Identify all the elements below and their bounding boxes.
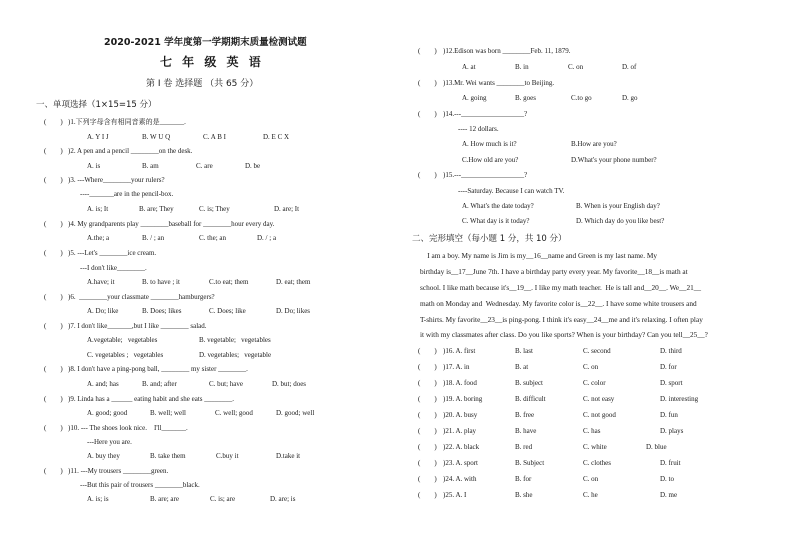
question-subline: ---I don't like________. — [80, 264, 147, 272]
question-stem: )3. ---Where________your rulers? — [68, 176, 165, 184]
question-stem: )14.---__________________? — [443, 110, 528, 118]
option-d: D. Do; likes — [276, 307, 311, 315]
answer-bracket[interactable]: ( ) — [44, 365, 63, 373]
answer-bracket[interactable]: ( ) — [418, 47, 437, 55]
option-b: B. goes — [515, 94, 536, 102]
option-a: )16. A. first — [443, 347, 476, 355]
option-d: D. eat; them — [276, 278, 311, 286]
option-b: B. vegetable; vegetables — [199, 336, 271, 344]
answer-bracket[interactable]: ( ) — [418, 363, 437, 371]
question-stem: )8. I don't have a ping-pong ball, ________ my sister ________. — [68, 365, 248, 373]
question-stem: )11. ---My trousers ________green. — [68, 467, 169, 475]
answer-bracket[interactable]: ( ) — [418, 475, 437, 483]
option-b: B. / ; an — [142, 234, 165, 242]
answer-bracket[interactable]: ( ) — [418, 110, 437, 118]
option-a: A. is; is — [87, 495, 109, 503]
passage-line: I am a boy. My name is Jim is my__16__name and Green is my last name. My — [420, 251, 658, 260]
option-c: C. on — [568, 63, 584, 71]
option-c: C.How old are you? — [462, 156, 519, 164]
option-d: D. plays — [660, 427, 684, 435]
passage-line: it with my classmates after class. Do you like sports? When is your birthday? Can you tell__25__? — [420, 330, 708, 339]
option-c: C. on — [583, 363, 599, 371]
option-a: A. How much is it? — [462, 140, 517, 148]
answer-bracket[interactable]: ( ) — [418, 171, 437, 179]
option-c: C. vegetables ; vegetables — [87, 351, 164, 359]
answer-bracket[interactable]: ( ) — [44, 118, 63, 126]
option-d: D. third — [660, 347, 682, 355]
option-b: B. she — [515, 491, 533, 499]
option-a: )17. A. in — [443, 363, 470, 371]
option-b: B. difficult — [515, 395, 546, 403]
option-c: C. well; good — [215, 409, 253, 417]
option-d: D. to — [660, 475, 674, 483]
option-b: B. in — [515, 63, 529, 71]
answer-bracket[interactable]: ( ) — [418, 459, 437, 467]
answer-bracket[interactable]: ( ) — [44, 424, 63, 432]
option-d: D. are; It — [274, 205, 300, 213]
question-subline: ---- 12 dollars. — [458, 125, 499, 133]
question-stem: )10. --- The shoes look nice. I'll_______. — [68, 424, 188, 432]
answer-bracket[interactable]: ( ) — [418, 411, 437, 419]
option-d: D. sport — [660, 379, 683, 387]
option-a: )18. A. food — [443, 379, 477, 387]
question-stem: )6. ________your classmate ________hamburgers? — [68, 293, 215, 301]
answer-bracket[interactable]: ( ) — [44, 322, 63, 330]
option-c: C. on — [583, 475, 599, 483]
option-a: A.have; it — [87, 278, 115, 286]
answer-bracket[interactable]: ( ) — [418, 491, 437, 499]
option-c: C. Does; like — [209, 307, 246, 315]
option-a: A. is — [87, 162, 101, 170]
option-a: )23. A. sport — [443, 459, 478, 467]
question-stem: )5. ---Let's ________ice cream. — [68, 249, 157, 257]
option-b: B. to have ; it — [142, 278, 180, 286]
option-c: C. clothes — [583, 459, 611, 467]
option-b: B. and; after — [142, 380, 177, 388]
option-c: C. is; They — [199, 205, 230, 213]
question-stem: )13.Mr. Wei wants ________to Beijing. — [443, 79, 555, 87]
question-subline: ----Saturday. Because I can watch TV. — [458, 187, 565, 195]
answer-bracket[interactable]: ( ) — [418, 347, 437, 355]
option-d: D. for — [660, 363, 677, 371]
option-b: B. take them — [150, 452, 186, 460]
option-b: B.How are you? — [571, 140, 617, 148]
option-a: )24. A. with — [443, 475, 477, 483]
section-1-heading: 一、单项选择（1×15=15 分） — [36, 100, 157, 110]
option-b: B. subject — [515, 379, 543, 387]
answer-bracket[interactable]: ( ) — [44, 220, 63, 228]
option-a: A. buy they — [87, 452, 120, 460]
option-b: B. are; are — [150, 495, 179, 503]
question-stem: )15.---__________________? — [443, 171, 528, 179]
option-c: C. but; have — [209, 380, 244, 388]
option-b: B. last — [515, 347, 533, 355]
option-d: D. me — [660, 491, 678, 499]
option-d: D. of — [622, 63, 637, 71]
answer-bracket[interactable]: ( ) — [418, 427, 437, 435]
option-a: A. good; good — [87, 409, 128, 417]
answer-bracket[interactable]: ( ) — [44, 176, 63, 184]
option-d: D.take it — [276, 452, 301, 460]
answer-bracket[interactable]: ( ) — [44, 249, 63, 257]
passage-line: math on Monday and Wednesday. My favorite color is__22__. I have some white trousers and — [420, 299, 697, 308]
option-c: C.to eat; them — [209, 278, 249, 286]
option-c: C. has — [583, 427, 601, 435]
option-b: B. have — [515, 427, 537, 435]
option-c: C. white — [583, 443, 607, 451]
option-c: C. second — [583, 347, 611, 355]
option-d: D.What's your phone number? — [571, 156, 657, 164]
option-b: B. Does; likes — [142, 307, 182, 315]
option-d: D. but; does — [272, 380, 307, 388]
passage-line: birthday is__17__June 7th. I have a birthday party every year. My favorite__18__is math at — [420, 267, 688, 276]
option-a: A. is; It — [87, 205, 109, 213]
question-stem: )12.Edison was born ________Feb. 11, 1879. — [443, 47, 571, 55]
section-2-heading: 二、完形填空（每小题 1 分，共 10 分） — [412, 234, 567, 244]
answer-bracket[interactable]: ( ) — [418, 395, 437, 403]
answer-bracket[interactable]: ( ) — [44, 293, 63, 301]
option-c: C. the; an — [199, 234, 227, 242]
question-stem: )9. Linda has a ______ eating habit and she eats ________. — [68, 395, 235, 403]
option-a: A. What's the date today? — [462, 202, 534, 210]
option-a: )25. A. I — [443, 491, 467, 499]
option-a: A.the; a — [87, 234, 110, 242]
option-b: B. red — [515, 443, 533, 451]
option-d: D. / ; a — [257, 234, 277, 242]
option-b: B. Subject — [515, 459, 545, 467]
option-c: C. is; are — [210, 495, 236, 503]
option-a: A. going — [462, 94, 487, 102]
question-subline: ----_______are in the pencil-box. — [80, 190, 174, 198]
option-c: C. not easy — [583, 395, 615, 403]
question-subline: ---Here you are. — [87, 438, 132, 446]
option-b: B. W U Q — [142, 133, 171, 141]
option-b: B. free — [515, 411, 535, 419]
option-b: B. am — [142, 162, 159, 170]
option-c: C.to go — [571, 94, 592, 102]
option-c: C. color — [583, 379, 606, 387]
option-c: C.buy it — [216, 452, 239, 460]
option-a: A. and; has — [87, 380, 119, 388]
option-b: B. for — [515, 475, 532, 483]
question-subline: ---But this pair of trousers ________black. — [80, 481, 200, 489]
option-b: B. at — [515, 363, 529, 371]
option-d: D. good; well — [276, 409, 315, 417]
option-a: )22. A. black — [443, 443, 480, 451]
subject-title: 七 年 级 英 语 — [160, 55, 264, 69]
option-d: D. E C X — [263, 133, 290, 141]
passage-line: T-shirts. My favorite__23__is ping-pong. I think it's easy__24__me and it's relaxing. I often play — [420, 315, 703, 324]
answer-bracket[interactable]: ( ) — [44, 395, 63, 403]
option-d: D. fun — [660, 411, 678, 419]
option-a: A.vegetable; vegetables — [87, 336, 158, 344]
option-d: D. vegetables; vegetable — [199, 351, 272, 359]
option-a: )19. A. boring — [443, 395, 483, 403]
option-c: C. What day is it today? — [462, 217, 530, 225]
option-d: D. interesting — [660, 395, 699, 403]
option-d: D. Which day do you like best? — [576, 217, 665, 225]
option-d: D. blue — [646, 443, 667, 451]
answer-bracket[interactable]: ( ) — [418, 443, 437, 451]
option-a: )20. A. busy — [443, 411, 478, 419]
answer-bracket[interactable]: ( ) — [418, 379, 437, 387]
option-d: D. go — [622, 94, 638, 102]
option-a: )21. A. play — [443, 427, 477, 435]
option-b: B. well; well — [150, 409, 186, 417]
option-c: C. are — [196, 162, 213, 170]
question-stem: )4. My grandparents play ________baseball for ________hour every day. — [68, 220, 275, 228]
option-c: C. not good — [583, 411, 616, 419]
option-d: D. be — [245, 162, 261, 170]
option-b: B. When is your English day? — [576, 202, 660, 210]
answer-bracket[interactable]: ( ) — [44, 147, 63, 155]
option-d: D. fruit — [660, 459, 681, 467]
passage-line: school. I like math because it's__19__. I like my math teacher. He is tall and__20__. We__21__ — [420, 283, 702, 292]
option-d: D. are; is — [270, 495, 296, 503]
option-c: C. A B I — [203, 133, 226, 141]
answer-bracket[interactable]: ( ) — [44, 467, 63, 475]
question-stem: )2. A pen and a pencil ________on the desk. — [68, 147, 193, 155]
question-stem: )1.下列字母含有相同音素的是_______. — [68, 118, 186, 126]
option-c: C. he — [583, 491, 598, 499]
option-b: B. are; They — [139, 205, 174, 213]
option-a: A. Y I J — [87, 133, 109, 141]
part-title: 第 I 卷 选择题 （共 65 分） — [146, 79, 259, 89]
exam-title: 2020-2021 学年度第一学期期末质量检测试题 — [104, 37, 307, 48]
answer-bracket[interactable]: ( ) — [418, 79, 437, 87]
option-a: A. at — [462, 63, 476, 71]
option-a: A. Do; like — [87, 307, 119, 315]
question-stem: )7. I don't like_______,but I like ________ salad. — [68, 322, 207, 330]
